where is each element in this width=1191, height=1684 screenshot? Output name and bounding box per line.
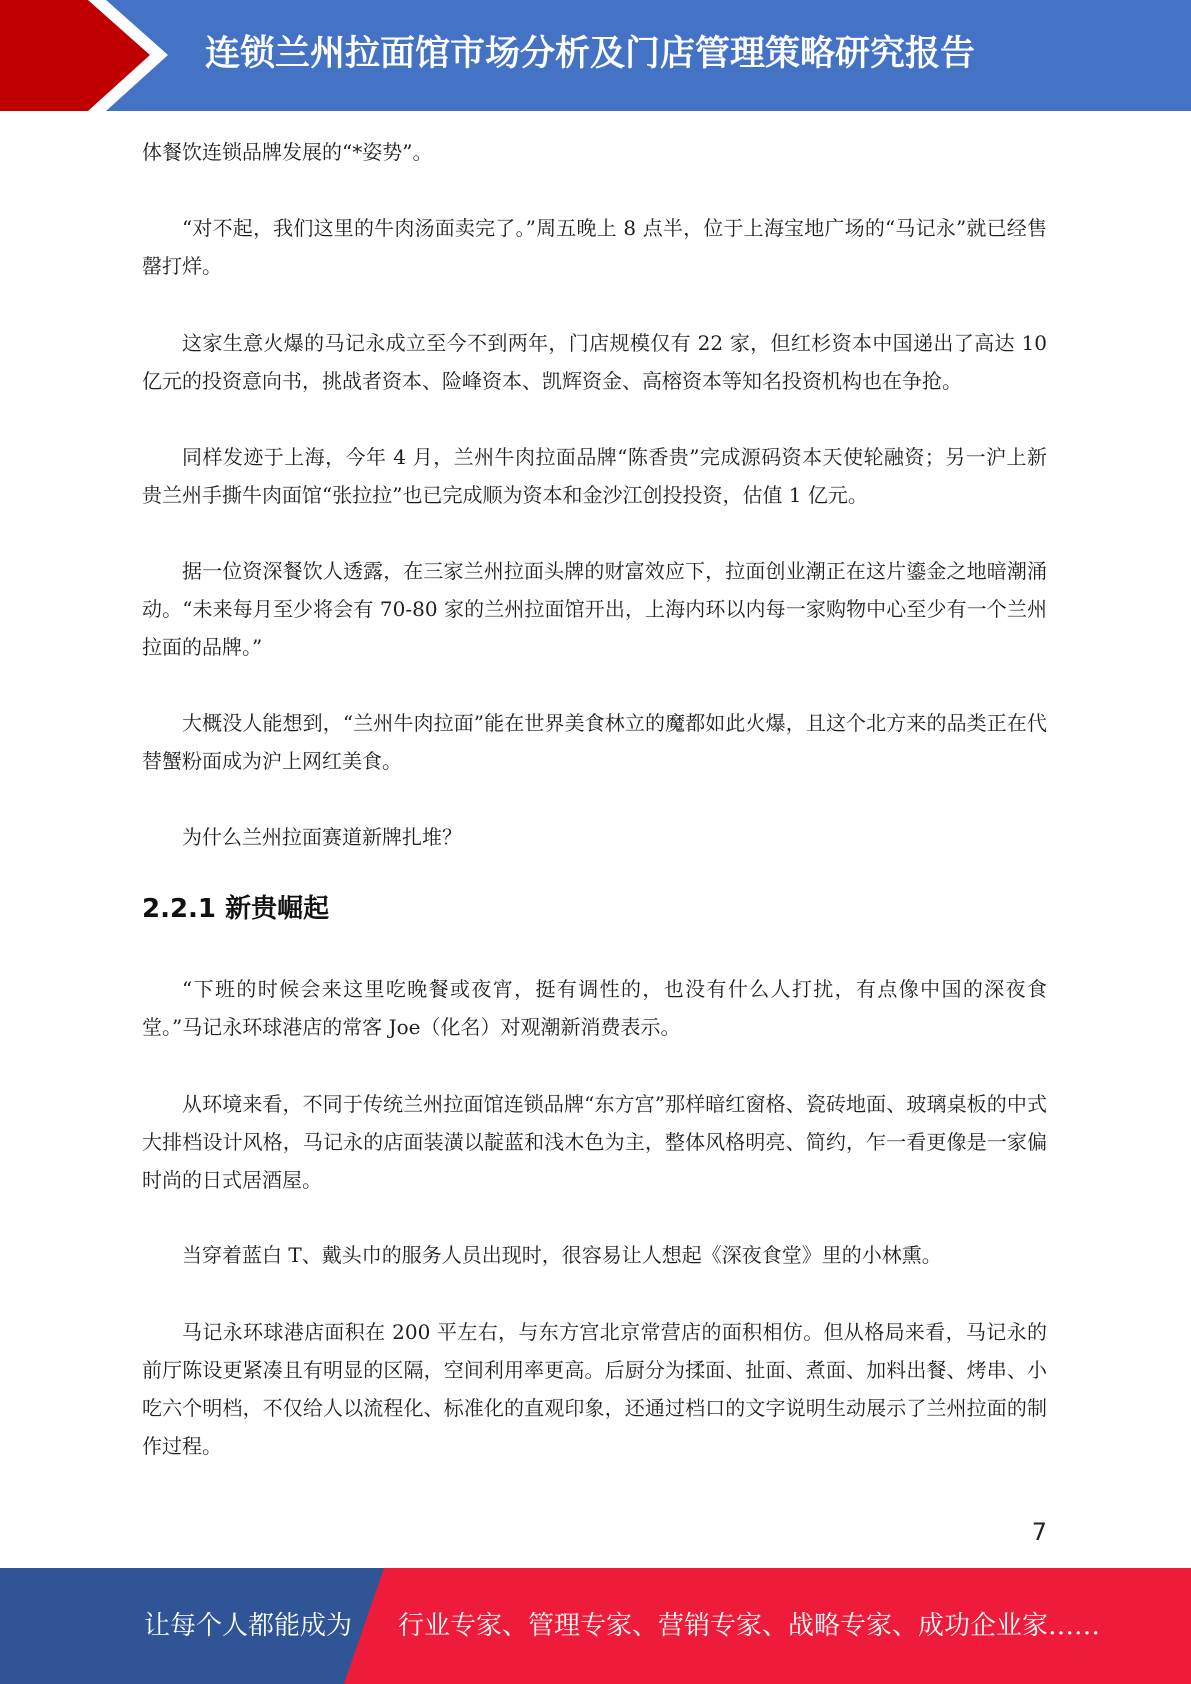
paragraph: 这家生意火爆的马记永成立至今不到两年，门店规模仅有 22 家，但红杉资本中国递出了高达 10 亿元的投资意向书，挑战者资本、险峰资本、凯辉资金、高榕资本等知名投资机构也在争抢。 [142, 331, 1047, 393]
paragraph: 从环境来看，不同于传统兰州拉面馆连锁品牌“东方宫”那样暗红窗格、瓷砖地面、玻璃桌板的中式大排档设计风格，马记永的店面装潢以靛蓝和浅木色为主，整体风格明亮、简约，乍一看更像是一家偏时尚的日式居酒屋。 [142, 1092, 1047, 1192]
paragraph: 同样发迹于上海，今年 4 月，兰州牛肉拉面品牌“陈香贵”完成源码资本天使轮融资；另一沪上新贵兰州手撕牛肉面馆“张拉拉”也已完成顺为资本和金沙江创投投资，估值 1 亿元。 [142, 445, 1047, 507]
paragraph: 马记永环球港店面积在 200 平左右，与东方宫北京常营店的面积相仿。但从格局来看，马记永的前厅陈设更紧凑且有明显的区隔，空间利用率更高。后厨分为揉面、扯面、煮面、加料出餐、烤串、小吃六个明档，不仅给人以流程化、标准化的直观印象，还通过档口的文字说明生动展示了兰州拉面的制作过程。 [142, 1320, 1047, 1458]
page-footer [0, 1568, 1191, 1684]
page-number: 7 [1031, 1518, 1047, 1546]
page-header [0, 0, 1191, 111]
paragraph: “下班的时候会来这里吃晚餐或夜宵，挺有调性的，也没有什么人打扰，有点像中国的深夜食堂。”马记永环球港店的常客 Joe（化名）对观潮新消费表示。 [142, 977, 1047, 1039]
report-title: 连锁兰州拉面馆市场分析及门店管理策略研究报告 [205, 34, 976, 74]
paragraph: “对不起，我们这里的牛肉汤面卖完了。”周五晚上 8 点半，位于上海宝地广场的“马记永”就已经售罄打烊。 [142, 216, 1047, 278]
paragraph: 大概没人能想到，“兰州牛肉拉面”能在世界美食林立的魔都如此火爆，且这个北方来的品类正在代替蟹粉面成为沪上网红美食。 [142, 711, 1047, 773]
section-heading: 2.2.1 新贵崛起 [142, 894, 330, 924]
paragraph: 体餐饮连锁品牌发展的“*姿势”。 [142, 140, 433, 164]
footer-slogan-right: 行业专家、管理专家、营销专家、战略专家、成功企业家…… [398, 1611, 1101, 1641]
footer-slogan-left: 让每个人都能成为 [144, 1611, 353, 1641]
paragraph: 为什么兰州拉面赛道新牌扎堆？ [182, 825, 462, 849]
paragraph: 当穿着蓝白 T、戴头巾的服务人员出现时，很容易让人想起《深夜食堂》里的小林熏。 [182, 1243, 942, 1267]
paragraph: 据一位资深餐饮人透露，在三家兰州拉面头牌的财富效应下，拉面创业潮正在这片鎏金之地暗潮涌动。“未来每月至少将会有 70-80 家的兰州拉面馆开出，上海内环以内每一家购物中心至少有一个兰州拉面的品牌。” [142, 559, 1047, 659]
